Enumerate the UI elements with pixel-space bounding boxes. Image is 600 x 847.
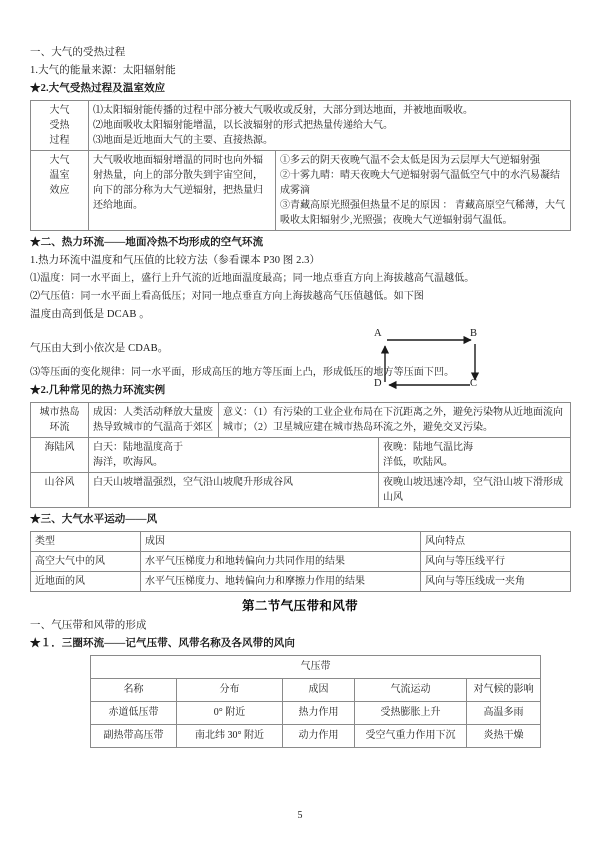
label-line: 温室 — [49, 170, 70, 181]
line-pressure-rule: ⑵气压值：同一水平面上看高低压；对同一地点垂直方向上海拔越高气压值越低。如下图 — [30, 291, 424, 302]
table-sea-land-valley-breeze — [30, 437, 571, 508]
pressure-header-airflow: 气流运动 — [355, 679, 467, 702]
diagram-label-b: B — [470, 328, 478, 339]
heading-horizontal-movement: ★三、大气水平运动——风 — [30, 514, 158, 525]
wind-row1-cause: 水平气压梯度力、地转偏向力和摩擦力作用的结果 — [141, 572, 421, 592]
pressure-row0-climate: 高温多雨 — [467, 702, 541, 725]
label-line: 受热 — [49, 120, 70, 131]
cell-greenhouse-definition: 大气吸收地面辐射增温的同时也向外辐射热量，向上的部分散失到宇宙空间，向下的部分称为大气逆辐射，把热量归还给地面。 — [89, 151, 276, 231]
pressure-header-distribution: 分布 — [177, 679, 283, 702]
example-2: ②十雾九晴：晴天夜晚大气逆辐射弱气温低空气中的水汽易凝结成雾滴 — [280, 170, 560, 196]
pressure-row0-name: 赤道低压带 — [91, 702, 177, 725]
wind-row1-direction: 风向与等压线成一夹角 — [421, 572, 571, 592]
label-line: 效应 — [49, 185, 70, 196]
circulation-arrows-svg — [372, 330, 502, 400]
line-temperature-rule: ⑴温度：同一水平面上，盛行上升气流的近地面温度最高；同一地点垂直方向上海拔越高气温越低。 — [30, 273, 475, 284]
page-number: 5 — [297, 810, 303, 821]
table-row — [91, 725, 541, 748]
label-line: 环流 — [49, 422, 70, 433]
table-row — [31, 151, 571, 231]
row-label-valley-breeze: 山谷风 — [31, 473, 89, 508]
table-wind-types — [30, 531, 571, 592]
table-greenhouse-effect — [30, 150, 571, 231]
row-label-heating — [31, 101, 89, 151]
step-1: ⑴太阳辐射能传播的过程中部分被大气吸收或反射，大部分到达地面，并被地面吸收。 — [93, 105, 473, 116]
table-row — [31, 438, 571, 473]
cell-sea-land-day — [89, 438, 379, 473]
circulation-diagram — [372, 330, 502, 400]
label-line: 大气 — [49, 155, 70, 166]
row-label-sea-land-breeze: 海陆风 — [31, 438, 89, 473]
table-row — [31, 473, 571, 508]
table-row — [31, 101, 571, 151]
wind-row1-type: 近地面的风 — [31, 572, 141, 592]
table-row — [31, 552, 571, 572]
heading-atmosphere-heating: 一、大气的受热过程 — [30, 47, 126, 58]
pressure-row1-climate: 炎热干燥 — [467, 725, 541, 748]
sea-land-day-text: 白天：陆地温度高于海洋，吹海风。 — [93, 442, 183, 468]
heading-circulation-examples: ★2.几种常见的热力环流实例 — [30, 385, 166, 396]
heading-three-cell-circulation: ★１．三圈环流——记气压带、风带名称及各风带的风向 — [30, 638, 295, 649]
row-label-urban-heat-island — [31, 403, 89, 438]
label-line: 城市热岛 — [39, 407, 80, 418]
wind-header-cause: 成因 — [141, 532, 421, 552]
table-group-header-row — [91, 656, 541, 679]
wind-header-type: 类型 — [31, 532, 141, 552]
pressure-group-header: 气压带 — [91, 656, 541, 679]
example-1: ①多云的阴天夜晚气温不会太低是因为云层厚大气逆辐射强 — [280, 155, 540, 166]
section2-title: 第二节气压带和风带 — [241, 599, 359, 613]
pressure-row0-cause: 热力作用 — [283, 702, 355, 725]
heading-heating-greenhouse: ★2.大气受热过程及温室效应 — [30, 83, 166, 94]
line-isobaric-rule: ⑶等压面的变化规律：同一水平面，形成高压的地方等压面上凸，形成低压的地方等压面下凹。 — [30, 367, 455, 378]
pressure-row0-airflow: 受热膨胀上升 — [355, 702, 467, 725]
table-header-row — [31, 532, 571, 552]
label-line: 过程 — [49, 135, 70, 146]
cell-urban-cause: 成因：人类活动释放大量废热导致城市的气温高于郊区 — [89, 403, 219, 438]
diagram-label-d: D — [374, 378, 382, 389]
cell-valley-day: 白天山坡增温强烈，空气沿山坡爬升形成谷风 — [89, 473, 379, 508]
diagram-label-a: A — [374, 328, 382, 339]
heading-belt-formation: 一、气压带和风带的形成 — [30, 620, 147, 631]
row-label-greenhouse — [31, 151, 89, 231]
table-header-row — [91, 679, 541, 702]
label-line: 大气 — [49, 105, 70, 116]
table-pressure-belts — [90, 655, 541, 748]
table-circulation-examples — [30, 402, 571, 438]
heading-thermal-circulation: ★二、热力环流——地面冷热不均形成的空气环流 — [30, 237, 264, 248]
pressure-row1-distribution: 南北纬 30° 附近 — [177, 725, 283, 748]
line-energy-source: 1.大气的能量来源：太阳辐射能 — [30, 65, 176, 76]
step-3: ⑶地面是近地面大气的主要、直接热源。 — [93, 135, 273, 146]
sea-land-night-text: 夜晚：陆地气温比海洋低，吹陆风。 — [383, 442, 473, 468]
cell-valley-night: 夜晚山坡迅速冷却，空气沿山坡下滑形成山风 — [379, 473, 571, 508]
table-row — [31, 572, 571, 592]
cell-urban-meaning: 意义：（1）有污染的工业企业布局在下沉距离之外，避免污染物从近地面流向城市；（2）卫星城应建在城市热岛环流之外，避免交叉污染。 — [219, 403, 571, 438]
wind-row0-type: 高空大气中的风 — [31, 552, 141, 572]
diagram-label-c: C — [470, 378, 478, 389]
pressure-row0-distribution: 0° 附近 — [177, 702, 283, 725]
wind-row0-cause: 水平气压梯度力和地转偏向力共同作用的结果 — [141, 552, 421, 572]
pressure-header-climate: 对气候的影响 — [467, 679, 541, 702]
pressure-header-cause: 成因 — [283, 679, 355, 702]
line-compare-method: 1.热力环流中温度和气压值的比较方法（参看课本 P30 图 2.3） — [30, 255, 321, 266]
table-row — [91, 702, 541, 725]
table-row — [31, 403, 571, 438]
line-pressure-order: 气压由大到小依次是 CDAB。 — [30, 343, 169, 354]
line-temperature-order: 温度由高到低是 DCAB 。 — [30, 309, 150, 320]
wind-row0-direction: 风向与等压线平行 — [421, 552, 571, 572]
cell-heating-steps — [89, 101, 571, 151]
pressure-row1-airflow: 受空气重力作用下沉 — [355, 725, 467, 748]
table-heating-process — [30, 100, 571, 151]
wind-header-direction: 风向特点 — [421, 532, 571, 552]
cell-greenhouse-examples — [276, 151, 571, 231]
cell-sea-land-night — [379, 438, 571, 473]
pressure-row1-name: 副热带高压带 — [91, 725, 177, 748]
step-2: ⑵地面吸收太阳辐射能增温，以长波辐射的形式把热量传递给大气。 — [93, 120, 393, 131]
pressure-header-name: 名称 — [91, 679, 177, 702]
pressure-row1-cause: 动力作用 — [283, 725, 355, 748]
example-3: ③青藏高原光照强但热量不足的原因 ： 青藏高原空气稀薄，大气吸收太阳辐射少,光照强；夜晚大气逆辐射弱气温低。 — [280, 200, 565, 226]
